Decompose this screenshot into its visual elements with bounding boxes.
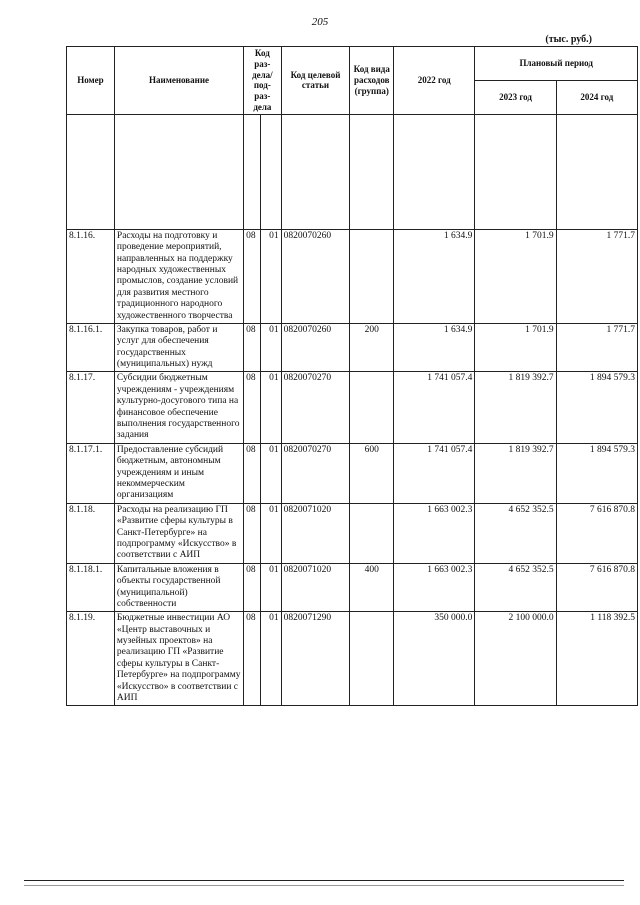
row-value-2023: 1 701.9 [475, 323, 556, 372]
row-subsection: 01 [260, 443, 281, 503]
row-expense-type [350, 612, 394, 706]
row-value-2023: 2 100 000.0 [475, 612, 556, 706]
row-section: 08 [244, 323, 261, 372]
row-target-code: 0820070260 [281, 323, 350, 372]
row-section: 08 [244, 612, 261, 706]
header-2023: 2023 год [475, 80, 556, 114]
header-number: Номер [67, 47, 115, 115]
row-value-2024: 1 894 579.3 [556, 443, 637, 503]
row-value-2024: 1 771.7 [556, 229, 637, 323]
table-row [67, 372, 638, 443]
row-value-2024: 7 616 870.8 [556, 503, 637, 563]
row-subsection: 01 [260, 323, 281, 372]
table-row [67, 229, 638, 323]
header-spacer [67, 114, 638, 229]
row-value-2022: 1 663 002.3 [394, 503, 475, 563]
header-section: Код раз-дела/ под-раз-дела [244, 47, 281, 115]
row-number: 8.1.16.1. [67, 323, 115, 372]
row-value-2022: 1 663 002.3 [394, 563, 475, 612]
row-name: Капитальные вложения в объекты государственной (муниципальной) собственности [114, 563, 243, 612]
row-expense-type: 200 [350, 323, 394, 372]
row-section: 08 [244, 503, 261, 563]
row-number: 8.1.16. [67, 229, 115, 323]
row-name: Субсидии бюджетным учреждениям - учреждениям культурно-досугового типа на финансовое обеспечение выполнения государственного задания [114, 372, 243, 443]
header-2024: 2024 год [556, 80, 637, 114]
row-value-2022: 1 634.9 [394, 323, 475, 372]
row-expense-type: 600 [350, 443, 394, 503]
row-value-2024: 1 118 392.5 [556, 612, 637, 706]
row-expense-type [350, 229, 394, 323]
units-label: (тыс. руб.) [545, 34, 592, 45]
row-expense-type: 400 [350, 563, 394, 612]
row-target-code: 0820070270 [281, 443, 350, 503]
table-row [67, 503, 638, 563]
row-subsection: 01 [260, 563, 281, 612]
row-number: 8.1.17.1. [67, 443, 115, 503]
row-number: 8.1.17. [67, 372, 115, 443]
row-section: 08 [244, 563, 261, 612]
budget-table [66, 46, 638, 706]
row-expense-type [350, 372, 394, 443]
table-row [67, 612, 638, 706]
row-target-code: 0820070270 [281, 372, 350, 443]
row-value-2022: 350 000.0 [394, 612, 475, 706]
row-value-2023: 1 701.9 [475, 229, 556, 323]
row-section: 08 [244, 372, 261, 443]
row-subsection: 01 [260, 612, 281, 706]
row-name: Предоставление субсидий бюджетным, автономным учреждениям и иным некоммерческим организациям [114, 443, 243, 503]
table-body [67, 229, 638, 706]
row-value-2022: 1 741 057.4 [394, 443, 475, 503]
table-row [67, 443, 638, 503]
table-row [67, 323, 638, 372]
bottom-rule [24, 880, 624, 881]
row-name: Расходы на подготовку и проведение мероприятий, направленных на поддержку народных художественных промыслов, создание условий для развития местного традиционного народного художественного творчества [114, 229, 243, 323]
row-name: Расходы на реализацию ГП «Развитие сферы культуры в Санкт-Петербурге» на подпрограмму «Искусство» в соответствии с АИП [114, 503, 243, 563]
row-value-2022: 1 741 057.4 [394, 372, 475, 443]
bottom-rule-secondary [24, 885, 624, 886]
row-value-2023: 1 819 392.7 [475, 372, 556, 443]
row-value-2024: 7 616 870.8 [556, 563, 637, 612]
header-row-1 [67, 47, 638, 81]
row-value-2023: 4 652 352.5 [475, 563, 556, 612]
row-name: Закупка товаров, работ и услуг для обеспечения государственных (муниципальных) нужд [114, 323, 243, 372]
row-subsection: 01 [260, 372, 281, 443]
row-value-2023: 1 819 392.7 [475, 443, 556, 503]
row-section: 08 [244, 443, 261, 503]
header-name: Наименование [114, 47, 243, 115]
row-number: 8.1.18. [67, 503, 115, 563]
row-subsection: 01 [260, 503, 281, 563]
row-value-2024: 1 771.7 [556, 323, 637, 372]
row-subsection: 01 [260, 229, 281, 323]
header-expense-type: Код вида расходов (группа) [350, 47, 394, 115]
row-value-2024: 1 894 579.3 [556, 372, 637, 443]
row-target-code: 0820071020 [281, 503, 350, 563]
table-row [67, 563, 638, 612]
row-target-code: 0820071020 [281, 563, 350, 612]
row-number: 8.1.19. [67, 612, 115, 706]
row-name: Бюджетные инвестиции АО «Центр выставочных и музейных проектов» на реализацию ГП «Развитие сферы культуры в Санкт-Петербурге» на подпрограмму «Искусство» в соответствии с АИП [114, 612, 243, 706]
header-2022: 2022 год [394, 47, 475, 115]
header-target: Код целевой статьи [281, 47, 350, 115]
row-expense-type [350, 503, 394, 563]
row-target-code: 0820070260 [281, 229, 350, 323]
header-planned-period: Плановый период [475, 47, 638, 81]
page-number: 205 [311, 16, 329, 28]
row-section: 08 [244, 229, 261, 323]
row-target-code: 0820071290 [281, 612, 350, 706]
row-value-2023: 4 652 352.5 [475, 503, 556, 563]
row-value-2022: 1 634.9 [394, 229, 475, 323]
row-number: 8.1.18.1. [67, 563, 115, 612]
